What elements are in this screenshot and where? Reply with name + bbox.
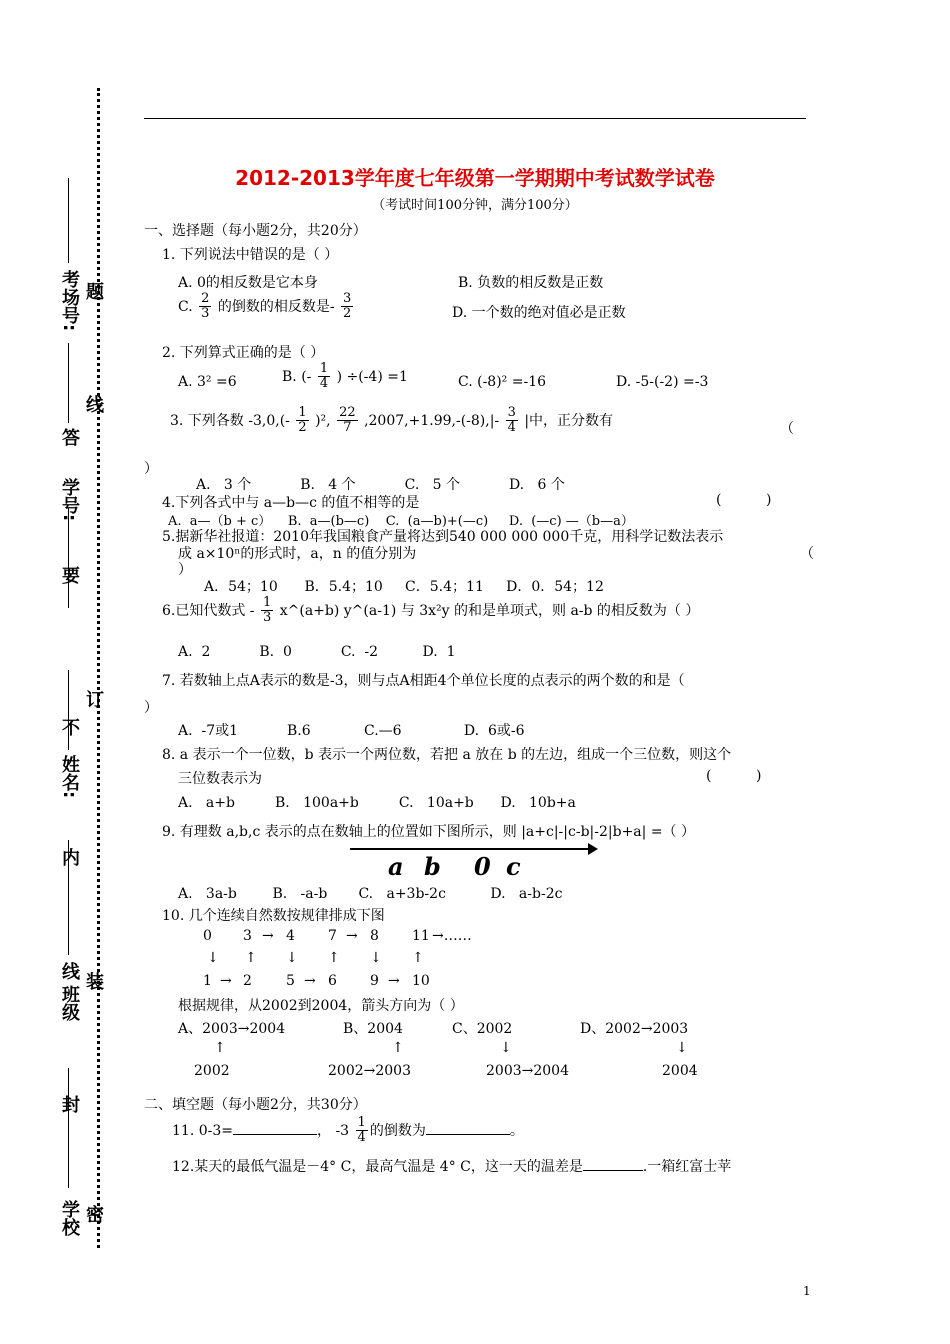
q10-top-number: 7 [328,928,337,944]
q5-paren-close: ） [178,562,192,578]
fraction: $\frac{2}{3}$ [201,291,210,322]
side-label-xuexiao: 学校 [59,1200,80,1236]
q1-option-c [178,292,355,322]
q2-option-b [282,362,408,392]
fraction: $\frac{22}{7}$ [339,405,356,436]
side-label-banji: 班级 [59,985,80,1021]
q10-option-b: B、2004 [343,1021,403,1037]
fill-line [68,343,69,423]
arrow-down-icon: ↓ [500,1040,512,1056]
side-label-da: 答 [59,428,80,446]
q10-bottom-number: 5 [286,973,295,989]
q2-stem: 2. 下列算式正确的是（ ） [162,345,325,361]
q3-text: ,2007,+1.99,-(-8),|- [364,412,500,429]
q1-stem: 1. 下列说法中错误的是（ ） [162,247,339,263]
q6-text: 6.已知代数式 - [162,602,255,619]
arrow-right-icon: → [220,973,232,989]
q11-text: ， -3 [317,1122,350,1139]
q10-bottom-number: 1 [203,973,212,989]
fraction: $\frac{1}{2}$ [298,405,307,436]
q6-text: x^(a+b) y^(a-1) 与 3x²y 的和是单项式，则 a-b 的相反数为（ ） [279,602,700,619]
header-rule [144,118,806,119]
arrow-right-dots-icon: →…… [432,928,472,944]
side-label-zhuang: 装 [83,972,104,990]
q6-stem [162,596,699,626]
arrow-up-icon: ↑ [392,1040,404,1056]
fraction: $\frac{3}{4}$ [507,405,516,436]
fill-line [68,670,69,750]
q9-options: A. 3a-b B. -a-b C. a+3b-2c D. a-b-2c [178,886,563,902]
arrow-down-icon: ↓ [676,1040,688,1056]
page-subtitle: （考试时间100分钟，满分100分） [372,198,578,213]
arrow-down-icon: ↓ [207,950,219,966]
q3-text: 3. 下列各数 -3,0,(- [170,412,290,429]
q10-bottom-number: 10 [412,973,430,989]
q11-text: 的倒数为 [369,1122,426,1139]
q8-stem-line2: 三位数表示为 [178,771,262,787]
arrow-right-icon: → [346,928,358,944]
q10-top-number: 4 [286,928,295,944]
q11-text: 。 [509,1122,524,1139]
q1-option-b: B. 负数的相反数是正数 [458,275,604,291]
q7-paren-close: ） [144,700,158,716]
q10-option-d: D、2002→2003 [580,1021,689,1037]
side-label-xian: 线 [83,395,104,413]
fill-line [68,1068,69,1188]
side-label-yao: 要 [59,566,80,584]
section1-heading: 一、选择题（每小题2分，共20分） [144,223,367,239]
arrow-down-icon: ↓ [286,950,298,966]
side-label-ti: 题 [83,282,104,300]
arrow-right-icon: → [262,928,274,944]
number-line-label-b: b [424,852,441,881]
q2-b-suffix: ) ÷(-4) =1 [336,368,408,385]
q3-paren-close: ） [144,461,158,477]
q10-bottom-number: 9 [370,973,379,989]
fraction: $\frac{1}{4}$ [319,361,329,392]
side-label-nei: 内 [59,848,80,866]
side-label-xuehao: 学号: [59,478,80,522]
q10-top-number: 8 [370,928,379,944]
q10-top-number: 11 [412,928,430,944]
q3-paren-open: （ [780,421,794,437]
q10-top-number: 0 [203,928,212,944]
fraction: $\frac{1}{4}$ [357,1115,366,1146]
q10-stem: 10. 几个连续自然数按规律排成下图 [162,908,385,924]
side-label-feng: 封 [59,1095,80,1113]
q2-option-a: A. 3² =6 [178,374,237,390]
q12 [172,1156,731,1176]
number-line [350,848,590,850]
q4-stem: 4.下列各式中与 a—b—c 的值不相等的是 [162,495,420,511]
q8-stem-line1: 8. a 表示一个一位数，b 表示一个两位数，若把 a 放在 b 的左边，组成一个三位数，则这个 [162,747,732,763]
q10-bottom-number: 6 [328,973,337,989]
q6-options: A. 2 B. 0 C. -2 D. 1 [178,644,456,660]
arrow-right-icon: → [304,973,316,989]
arrow-up-icon: ↑ [214,1040,226,1056]
answer-blank[interactable] [426,1134,510,1135]
fraction: $\frac{1}{3}$ [263,595,272,626]
number-line-arrow-icon [588,843,598,855]
number-line-label-c: c [506,852,521,881]
page-title: 2012-2013学年度七年级第一学期期中考试数学试卷 [235,166,715,190]
q4-paren: ( ) [716,492,772,508]
q10-option-a-bottom: 2002 [194,1063,230,1079]
side-label-mi: 密 [83,1205,104,1223]
side-label-kaochanghao: 考场号: [59,270,80,332]
q10-option-b-bottom: 2002→2003 [328,1063,411,1079]
q8-paren: ( ) [706,768,762,784]
q1-option-d: D. 一个数的绝对值必是正数 [452,305,626,321]
q10-option-c-bottom: 2003→2004 [486,1063,569,1079]
answer-blank[interactable] [233,1134,317,1135]
arrow-right-icon: → [388,973,400,989]
q10-option-d-bottom: 2004 [662,1063,698,1079]
q7-stem: 7. 若数轴上点A表示的数是-3，则与点A相距4个单位长度的点表示的两个数的和是（ [162,673,685,689]
q10-top-number: 3 [243,928,252,944]
q4-options: A. a—（b + c） B. a—(b—c) C. (a—b)+(—c) D. (—c) —（b—a） [168,514,634,529]
q2-option-c: C. (-8)² =-16 [458,374,547,390]
q1-c-text: 的倒数的相反数是- [217,298,335,315]
arrow-up-icon: ↑ [412,950,424,966]
q3-text: )², [315,412,331,429]
q3-text: |中，正分数有 [524,412,614,429]
q1-c-prefix: C. [178,298,193,315]
number-line-label-a: a [388,852,404,881]
q5-options: A．54；10 B．5.4；10 C．5.4；11 D．0．54；12 [204,579,604,595]
fill-line [68,508,69,608]
side-label-bu: 不 [59,718,80,736]
arrow-up-icon: ↑ [328,950,340,966]
side-label-ding: 订 [83,690,104,708]
q12-text: 12.某天的最低气温是－4° C，最高气温是 4° C，这一天的温差是 [172,1159,583,1175]
q10-option-a: A、2003→2004 [178,1021,286,1037]
q5-stem-line1: 5.据新华社报道：2010年我国粮食产量将达到540 000 000 000千克，用科学记数法表示 [162,529,724,545]
q3-stem [170,406,613,436]
side-label-xingming: 姓名: [59,755,80,799]
q1-option-a: A. 0的相反数是它本身 [178,275,318,291]
q11 [172,1116,524,1146]
arrow-down-icon: ↓ [370,950,382,966]
section2-heading: 二、填空题（每小题2分，共30分） [144,1097,367,1113]
q5-stem-line2: 成 a×10ⁿ的形式时，a，n 的值分别为 [178,546,417,562]
answer-blank[interactable] [583,1170,643,1171]
page-number: 1 [803,1284,811,1298]
q10-rule: 根据规律，从2002到2004，箭头方向为（ ） [178,998,464,1014]
q11-text: 11. 0-3= [172,1122,233,1139]
q2-b-prefix: B. (- [282,368,312,385]
q9-stem: 9. 有理数 a,b,c 表示的点在数轴上的位置如下图所示，则 |a+c|-|c-b|-2|b+a| =（ ） [162,824,695,840]
binding-dotted-line [97,88,106,1248]
q2-option-d: D. -5-(-2) =-3 [616,374,709,390]
q10-bottom-number: 2 [243,973,252,989]
q3-options: A. 3 个 B. 4 个 C. 5 个 D. 6 个 [196,477,565,493]
q12-text: .一箱红富士苹 [642,1159,732,1175]
number-line-label-0: 0 [474,852,491,881]
side-label-xian2: 线 [59,962,80,980]
arrow-up-icon: ↑ [245,950,257,966]
q7-options: A. -7或1 B.6 C.—6 D. 6或-6 [178,723,525,739]
fraction: $\frac{3}{2}$ [343,291,352,322]
q5-paren-open: （ [800,546,814,562]
q8-options: A. a+b B. 100a+b C. 10a+b D. 10b+a [178,795,576,811]
q10-option-c: C、2002 [452,1021,513,1037]
